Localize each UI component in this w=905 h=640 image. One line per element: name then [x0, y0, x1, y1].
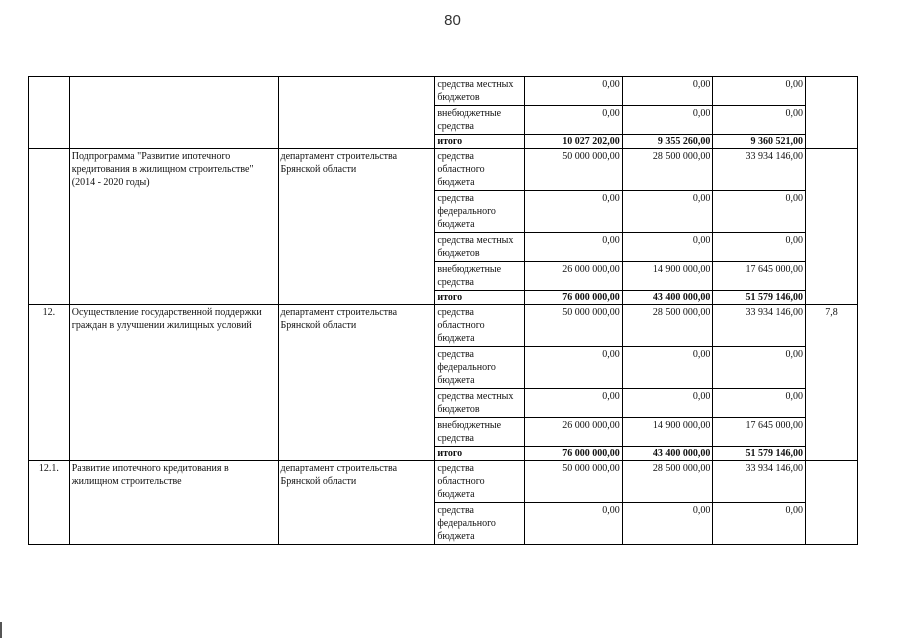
amount-year-2-cell: 0,00 [622, 106, 713, 135]
indicator-ref-cell: 7,8 [806, 305, 858, 461]
amount-year-1-cell: 76 000 000,00 [524, 447, 622, 461]
amount-year-3-cell: 51 579 146,00 [713, 291, 806, 305]
amount-year-3-cell: 0,00 [713, 191, 806, 233]
amount-year-3-cell: 33 934 146,00 [713, 461, 806, 503]
scan-edge-mark [0, 622, 2, 638]
amount-year-3-cell: 17 645 000,00 [713, 418, 806, 447]
amount-year-3-cell: 17 645 000,00 [713, 262, 806, 291]
amount-year-2-cell: 28 500 000,00 [622, 149, 713, 191]
item-name-cell: Осуществление государственной поддержки граждан в улучшении жилищных условий [69, 305, 278, 461]
funding-source-cell: внебюджетные средства [435, 418, 525, 447]
funding-source-cell: итого [435, 291, 525, 305]
funding-source-cell: средства областного бюджета [435, 149, 525, 191]
amount-year-1-cell: 0,00 [524, 389, 622, 418]
funding-source-cell: средства местных бюджетов [435, 77, 525, 106]
amount-year-2-cell: 0,00 [622, 389, 713, 418]
amount-year-3-cell: 0,00 [713, 389, 806, 418]
item-number-cell: 12.1. [29, 461, 70, 545]
item-name-cell: Развитие ипотечного кредитования в жилищном строительстве [69, 461, 278, 545]
funding-source-cell: внебюджетные средства [435, 262, 525, 291]
funding-source-cell: средства местных бюджетов [435, 233, 525, 262]
indicator-ref-cell [806, 149, 858, 305]
funding-source-cell: средства областного бюджета [435, 305, 525, 347]
amount-year-2-cell: 14 900 000,00 [622, 418, 713, 447]
amount-year-2-cell: 43 400 000,00 [622, 447, 713, 461]
funding-source-cell: средства федерального бюджета [435, 347, 525, 389]
amount-year-1-cell: 76 000 000,00 [524, 291, 622, 305]
amount-year-1-cell: 0,00 [524, 233, 622, 262]
department-cell: департамент строительства Брянской области [278, 149, 435, 305]
amount-year-2-cell: 0,00 [622, 233, 713, 262]
amount-year-1-cell: 0,00 [524, 106, 622, 135]
amount-year-1-cell: 26 000 000,00 [524, 418, 622, 447]
funding-source-cell: средства федерального бюджета [435, 503, 525, 545]
department-cell: департамент строительства Брянской области [278, 461, 435, 545]
table-row [29, 149, 858, 191]
item-number-cell [29, 149, 70, 305]
amount-year-1-cell: 50 000 000,00 [524, 305, 622, 347]
funding-source-cell: внебюджетные средства [435, 106, 525, 135]
amount-year-2-cell: 0,00 [622, 347, 713, 389]
amount-year-3-cell: 0,00 [713, 347, 806, 389]
table-row [29, 77, 858, 106]
item-number-cell [29, 77, 70, 149]
table-row [29, 305, 858, 347]
page-number: 80 [444, 12, 461, 29]
funding-source-cell: средства местных бюджетов [435, 389, 525, 418]
amount-year-3-cell: 0,00 [713, 77, 806, 106]
table-row [29, 461, 858, 503]
financing-table [28, 76, 858, 545]
amount-year-3-cell: 0,00 [713, 233, 806, 262]
amount-year-1-cell: 50 000 000,00 [524, 149, 622, 191]
item-name-cell: Подпрограмма "Развитие ипотечного кредитования в жилищном строительстве" (2014 - 2020 годы) [69, 149, 278, 305]
indicator-ref-cell [806, 77, 858, 149]
amount-year-1-cell: 26 000 000,00 [524, 262, 622, 291]
funding-source-cell: итого [435, 135, 525, 149]
amount-year-1-cell: 0,00 [524, 191, 622, 233]
amount-year-3-cell: 51 579 146,00 [713, 447, 806, 461]
amount-year-2-cell: 14 900 000,00 [622, 262, 713, 291]
amount-year-2-cell: 28 500 000,00 [622, 305, 713, 347]
amount-year-1-cell: 0,00 [524, 77, 622, 106]
amount-year-1-cell: 10 027 202,00 [524, 135, 622, 149]
funding-source-cell: средства федерального бюджета [435, 191, 525, 233]
amount-year-3-cell: 33 934 146,00 [713, 149, 806, 191]
amount-year-1-cell: 50 000 000,00 [524, 461, 622, 503]
item-number-cell: 12. [29, 305, 70, 461]
amount-year-1-cell: 0,00 [524, 347, 622, 389]
amount-year-2-cell: 0,00 [622, 77, 713, 106]
amount-year-2-cell: 0,00 [622, 503, 713, 545]
department-cell [278, 77, 435, 149]
funding-source-cell: средства областного бюджета [435, 461, 525, 503]
department-cell: департамент строительства Брянской области [278, 305, 435, 461]
amount-year-2-cell: 9 355 260,00 [622, 135, 713, 149]
item-name-cell [69, 77, 278, 149]
amount-year-2-cell: 0,00 [622, 191, 713, 233]
funding-source-cell: итого [435, 447, 525, 461]
amount-year-2-cell: 28 500 000,00 [622, 461, 713, 503]
amount-year-1-cell: 0,00 [524, 503, 622, 545]
amount-year-3-cell: 33 934 146,00 [713, 305, 806, 347]
indicator-ref-cell [806, 461, 858, 545]
amount-year-3-cell: 0,00 [713, 106, 806, 135]
amount-year-3-cell: 0,00 [713, 503, 806, 545]
amount-year-3-cell: 9 360 521,00 [713, 135, 806, 149]
amount-year-2-cell: 43 400 000,00 [622, 291, 713, 305]
